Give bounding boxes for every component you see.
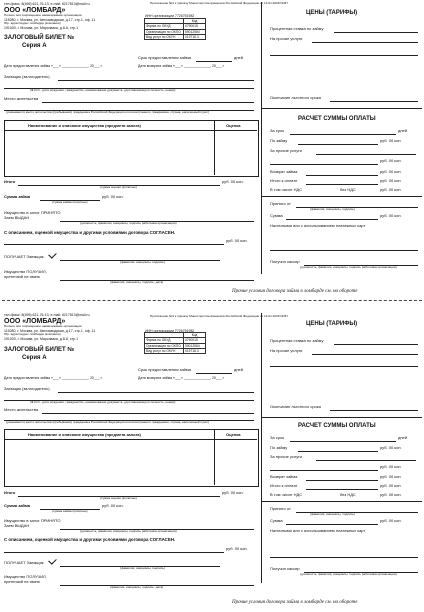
residence-label: Место жительства [4,407,39,412]
vat-value: без НДС [340,492,356,497]
rates-title: ЦЕНЫ (ТАРИФЫ) [306,10,358,16]
date-return[interactable]: Дата возврата займа «___» ______________ 20___ г. [138,64,225,68]
inn: ИНН организации 7726751982 [145,14,195,18]
code-value: 0790015 [184,24,206,29]
code-label: Организация по ОКПО [145,343,184,348]
code-label: Форма по ОКУД [145,24,184,29]
date-return[interactable]: Дата возврата займа «___» ______________ 20___ г. [138,376,225,380]
code-value: 0790015 [184,338,206,343]
accepted-from: Принято от [270,201,291,206]
vat-value: без НДС [340,187,356,192]
calc-row-label: По займу [270,138,288,143]
total-amount: руб. 00 коп. [222,179,244,184]
calc-row-suffix: руб. 00 коп. [380,474,402,479]
term-days: дней [234,55,244,60]
code-label: Организация по ОКПО [145,29,184,34]
sum-label: Сумма [270,213,283,218]
accepted-from: Принято от [270,506,291,511]
address-1: 115280, г. Москва, ул. Автозаводская, д.17, стр.1, оф. 11 [4,18,96,22]
total-caption: (сумма оценки прописью) [100,185,137,189]
received-label: ПОЛУЧАЕТ Заемщик [4,560,44,565]
received-caption: (фамилия, инициалы, подпись) [120,566,165,570]
rate-row: На прочие услуги [270,36,303,41]
signature-check-icon [48,250,56,258]
date-given[interactable]: Дата предоставления займа «___» ______________ 20___ г. [4,64,103,68]
sum-suffix: руб. 00 коп. [380,213,402,218]
calc-row-label: Итого к оплате [270,178,298,183]
rate-row: Процентная ставка по займу [270,338,324,343]
rate-row: На прочие услуги [270,348,303,353]
grace-label: Окончание льготного срока [270,404,321,409]
calc-row-suffix: руб. 00 коп. [380,178,402,183]
total-amount: руб. 00 коп. [222,490,244,495]
received-cashier: Получил кассир [270,259,300,264]
calc-row-suffix: руб. 00 коп. [380,445,402,450]
received-cashier: Получил кассир [270,566,300,571]
cashless-label: Наличными или с использованием платежных карт [270,528,366,533]
code-value: 019718.3 [184,34,206,39]
contacts: тел./факс: 8(495) 621-76-13, e-mail: 6217813@mail.ru [4,2,90,6]
ticket-copy-2 [0,299,424,605]
sum-suffix: руб. 00 коп. [380,518,402,523]
items-header: Наименование и описание имущества (предмета залога) [28,123,141,128]
calc-row-label: Возврат займа [270,474,298,479]
loan-sum-label: Сумма займа [4,503,31,508]
calc-row-suffix: руб. 00 коп. [380,492,402,497]
term-label: Срок предоставления займа [138,367,191,372]
borrower-caption: (Ф.И.О., дата рождения, гражданство, наименование документа, удостоверяющего личность, номер) [30,400,176,404]
agreed-amount: руб. 00 коп. [226,546,248,551]
calc-row-label: В том числе НДС [270,187,303,192]
loan-sum-label: Сумма займа [4,194,31,199]
calc-row-suffix: дней [398,435,408,440]
calc-row-suffix: руб. 00 коп. [380,158,402,163]
appendix-note: Приложение №1 к приказу Министерства финансов Российской Федерации от 14.01.2008 №3Н [150,314,288,318]
address-2: 191000, г. Москва, ул. Марсовака, д.8-6, стр.1 [4,337,79,341]
codes-header: Код [184,333,206,338]
accepted-1: Имущество в залог ПРИНЯТО [4,518,61,523]
contacts: тел./факс: 8(495) 621-76-13, e-mail: 6217813@mail.ru [4,313,90,317]
got-back-label: Имущество ПОЛУЧИЛ, [4,269,47,274]
calc-row-suffix: руб. 00 коп. [380,187,402,192]
date-given[interactable]: Дата предоставления займа «___» ______________ 20___ г. [4,376,103,380]
address-2: 191000, г. Москва, ул. Марсовака, д.8-6, стр.1 [4,26,79,30]
total-caption: (сумма оценки прописью) [100,496,137,500]
residence-caption: (указывается место жительства (пребывания) гражданина Российской Федерации или иностранного гражданина, страна, населенный пункт) [6,110,210,114]
calc-row-suffix: руб. 00 коп. [380,483,402,488]
address-caption: Юр. адрес/Адрес ломбарда (компании) [4,332,61,336]
rating-header: Оценка [226,432,241,437]
term-label: Срок предоставления займа [138,55,191,60]
accepted-caption: (должность, фамилия, инициалы, подпись работника организации) [80,529,177,533]
calc-row-label: За срок [270,435,284,440]
total-label: Итого [4,179,16,184]
loan-sum-value: руб. 00 коп. [102,503,124,508]
borrower-label: Заемщик (залогодатель) [4,386,50,391]
calc-row-suffix: руб. 00 коп. [380,169,402,174]
calc-row-suffix: дней [398,128,408,133]
agreed-text: С описанием, оценкой имущества и другими условиями договора СОГЛАСЕН. [4,537,176,542]
received-caption: (фамилия, инициалы, подпись) [120,260,165,264]
rating-header: Оценка [226,123,241,128]
got-back-label: Имущество ПОЛУЧИЛ, [4,574,47,579]
loan-caption: (сумма займа прописью) [52,509,88,513]
code-label: Вид услуг по ОКУН [145,34,184,39]
items-header: Наименование и описание имущества (предмета залога) [28,432,141,437]
items-table [4,429,259,487]
got-back-caption: (фамилия, инициалы, подпись, дата) [110,585,164,589]
residence-caption: (указывается место жительства (пребывания) гражданина Российской Федерации или иностранного гражданина, страна, населенный пункт) [6,420,210,424]
got-back-2: претензий не имею [4,579,40,584]
org-name: ООО «ЛОМБАРД» [4,7,66,14]
code-label: Вид услуг по ОКУН [145,348,184,353]
address-1: 115280, г. Москва, ул. Автозаводская, д.17, стр.1, оф. 11 [4,329,96,333]
got-back-2: претензий не имею [4,274,40,279]
received-label: ПОЛУЧАЕТ Заемщик [4,254,44,259]
calc-row-label: Возврат займа [270,169,298,174]
agreed-amount: руб. 00 коп. [226,238,248,243]
payer-caption: (фамилия, инициалы, подпись) [310,512,355,516]
loan-caption: (сумма займа прописью) [52,200,88,204]
code-value: 019718.3 [184,348,206,353]
payer-caption: (фамилия, инициалы, подпись) [310,207,355,211]
signature-check-icon [48,556,56,564]
term-days: дней [234,367,244,372]
calc-row-label: По займу [270,445,288,450]
calc-row-suffix: руб. 00 коп. [380,138,402,143]
code-value: 59012584 [184,343,206,348]
calc-row-label: За прочие услуги [270,148,302,153]
accepted-2: Заем ВЫДАН [4,523,30,528]
org-caption: Полное или сокращенное наименование организации [4,324,82,328]
grace-label: Окончание льготного срока [270,95,321,100]
loan-sum-value: руб. 00 коп. [102,194,124,199]
borrower-label: Заемщик (залогодатель) [4,74,50,79]
cashier-caption: (должность, фамилия, инициалы, подпись работника организации) [300,572,397,576]
borrower-caption: (Ф.И.О., дата рождения, гражданство, наименование документа, удостоверяющего личность, номер) [30,88,176,92]
codes-table [144,18,206,40]
ticket-series: Серия А [22,355,47,361]
code-value: 59012584 [184,29,206,34]
cashier-caption: (должность, фамилия, инициалы, подпись работника организации) [300,265,397,269]
code-label: Форма по ОКУД [145,338,184,343]
accepted-2: Заем ВЫДАН [4,215,30,220]
calc-row-suffix: руб. 00 коп. [380,464,402,469]
ticket-title: ЗАЛОГОВЫЙ БИЛЕТ № [4,35,75,41]
appendix-note: Приложение №1 к приказу Министерства финансов Российской Федерации от 14.01.2008 №3Н [150,1,288,5]
calc-row-label: За прочие услуги [270,454,302,459]
calc-title: РАСЧЕТ СУММЫ ОПЛАТЫ [298,116,376,122]
accepted-1: Имущество в залог ПРИНЯТО [4,210,61,215]
calc-title: РАСЧЕТ СУММЫ ОПЛАТЫ [298,423,376,429]
address-caption: Юр. адрес/Адрес ломбарда (компании) [4,21,61,25]
ticket-copy-1 [0,0,424,300]
sum-label: Сумма [270,518,283,523]
rate-row: Процентная ставка по займу [270,26,324,31]
ticket-series: Серия А [22,43,47,49]
calc-row-label: Итого к оплате [270,483,298,488]
org-name: ООО «ЛОМБАРД» [4,318,66,325]
got-back-caption: (фамилия, инициалы, подпись, дата) [110,280,164,284]
codes-table [144,332,206,354]
org-caption: Полное или сокращенное наименование организации [4,13,82,17]
residence-label: Место жительства [4,96,39,101]
ticket-title: ЗАЛОГОВЫЙ БИЛЕТ № [4,347,75,353]
back-note: Прочие условия договора займа в ломбарде см. на обороте [232,600,358,605]
inn: ИНН организации 7726751982 [145,329,195,333]
calc-row-label: За срок [270,128,284,133]
calc-row-label: В том числе НДС [270,492,303,497]
back-note: Прочие условия договора займа в ломбарде см. на обороте [232,289,358,294]
total-label: Итого [4,490,16,495]
rates-title: ЦЕНЫ (ТАРИФЫ) [306,321,358,327]
agreed-text: С описанием, оценкой имущества и другими условиями договора СОГЛАСЕН. [4,230,176,235]
cashless-label: Наличными или с использованием платежных карт [270,223,366,228]
accepted-caption: (должность, фамилия, инициалы, подпись работника организации) [80,221,177,225]
codes-header: Код [184,19,206,24]
